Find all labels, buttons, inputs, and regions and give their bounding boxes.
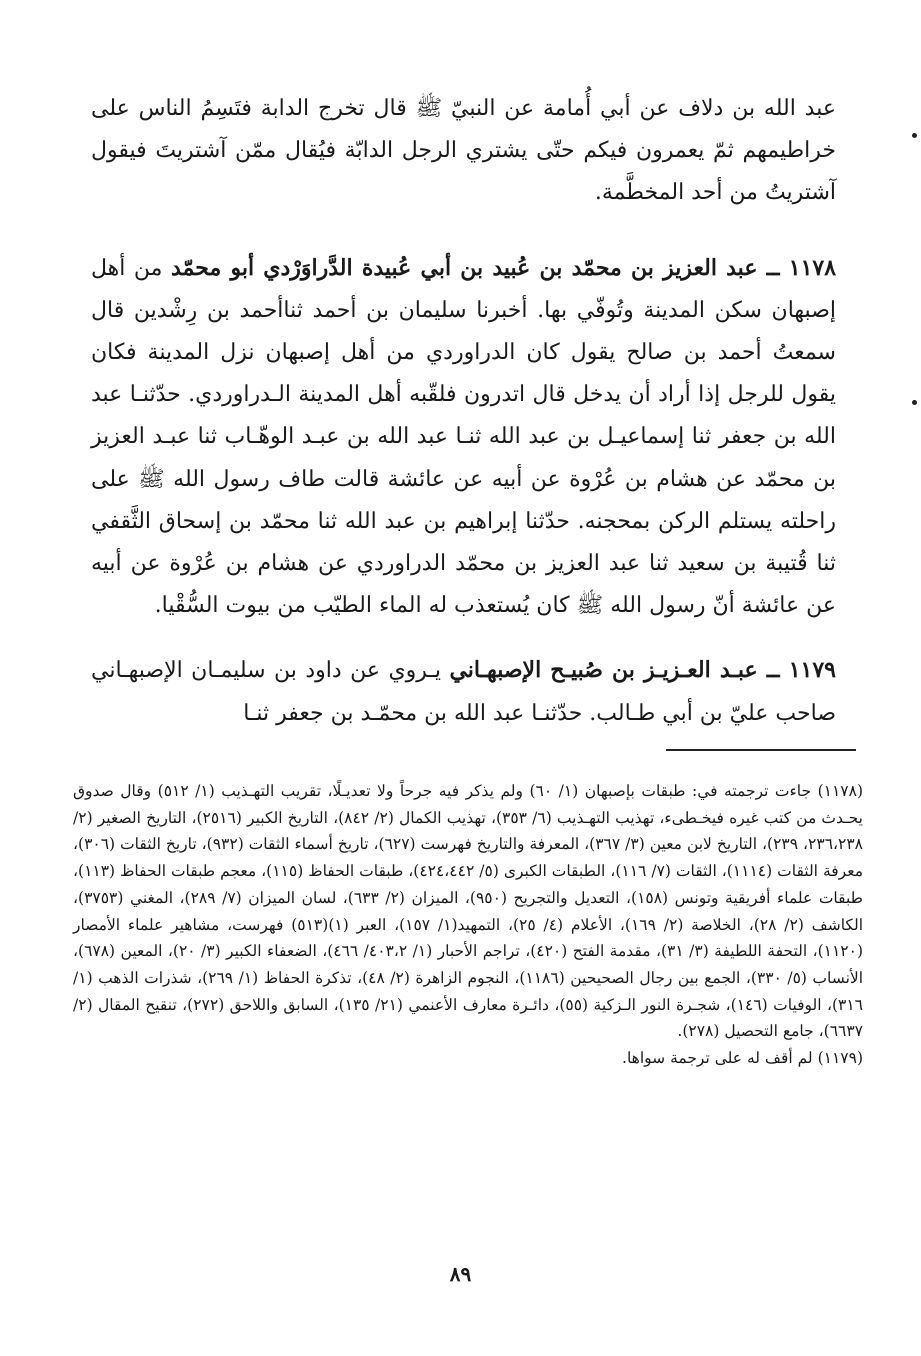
margin-dot (912, 400, 917, 405)
entry-1179 (91, 649, 836, 734)
entry-1178-heading: ١١٧٨ ــ عبد العزيز بن محمّد بن عُبيد بن أبي عُبيدة الدَّراوَرْدي أبو محمّد (171, 254, 837, 281)
page-number: ٨٩ (449, 1262, 472, 1286)
margin-dot (912, 133, 917, 138)
entry-1178-body: من أهل إصبهان سكن المدينة وتُوفّي بها. أخبرنا سليمان بن أحمد ثناأحمد بن رِشْدين قال سمعتُ أحمد بن صالح يقول كان الدراوردي من أهل إصبهان نزل المدينة فكان يقول للرجل إذا أراد أن يدخل قال اتدرون فلقّبه أهل المدينة الـدراوردي. حدّثنـا عبد الله بن جعفر ثنا إسماعيـل بن عبد الله ثنـا عبد الله بن عبـد الوهّـاب ثنا عبـد العزيز بن محمّد عن هشام بن عُرْوة عن أبيه عن عائشة قالت طاف رسول الله ﷺ على راحلته يستلم الركن بمحجنه. حدّثنا إبراهيم بن عبد الله ثنا محمّد بن إسحاق الثَّقفي ثنا قُتيبة بن سعيد ثنا عبد العزيز بن محمّد الدراوردي عن هشام بن عُرْوة عن أبيه عن عائشة أنّ رسول الله ﷺ كان يُستعذب له الماء الطيّب من بيوت السُّقْيا. (91, 255, 836, 619)
footnote-separator (666, 749, 856, 751)
footnote-1179: (١١٧٩) لم أقف له على ترجمة سواها. (622, 1049, 863, 1068)
intro-paragraph: عبد الله بن دلاف عن أبي أُمامة عن النبيّ ﷺ قال تخرج الدابة فتَسِمُ الناس على خراطيمهم ثمّ يعمرون فيكم حتّى يشتري الرجل الدابّة فيُقال ممّن آشتريتَ فيقول آشتريتُ من أحد المخطَّمة. (91, 96, 837, 206)
main-text (91, 88, 836, 735)
footnotes (73, 778, 863, 1072)
footnote-1178: (١١٧٨) جاءت ترجمته في: طبقات بإصبهان (١/ ٦٠) ولم يذكر فيه جرحاً ولا تعديـلًا، تقريب التهـذيب (١/ ٥١٢) وقال صدوق يحـدث من كتب غيره فيخـطىء، تهذيب التهـذيب (٦/ ٣٥٣)، تهذيب الكمال (٢/ ٨٤٢)، التاريخ الكبير (٢٥١٦)، التاريخ الصغير (٢/ ٢٣٦،٢٣٨، ٢٣٩)، التاريخ لابن معين (٣/ ٣٦٧)، المعرفة والتاريخ فهرست (٦٢٧)، تاريخ أسماء الثقات (٩٣٢)، تاريخ الثقات (٣٠٦)، معرفة الثقات (١١١٤)، الثقات (٧/ ١١٦)، الطبقات الكبرى (٥/ ٤٢٤،٤٤٢)، طبقات الحفاظ (١١٥)، معجم طبقات الحفاظ (١١٣)، طبقات علماء أفريقية وتونس (١٥٨)، التعديل والتجريح (٩٥٠)، الميزان (٢/ ٦٣٣)، لسان الميزان (٧/ ٢٨٩)، المغني (٣٧٥٣)، الكاشف (٢/ ٢٨)، الخلاصة (٢/ ١٦٩)، الأعلام (٤/ ٢٥)، التمهيد(١/ ١٥٧)، العبر (١)(٥١٣) فهرست، مشاهير علماء الأمصار (١١٢٠)، التحفة اللطيفة (٣/ ٣١)، مقدمة الفتح (٤٢٠)، تراجم الأحبار (١/ ٤٠٣،٢/ ٤٦٦)، الضعفاء الكبير (٣/ ٢٠)، المعين (٦٧٨)، الأنساب (٥/ ٣٣٠)، الجمع بين رجال الصحيحين (١١٨٦)، النجوم الزاهرة (٢/ ٤٨)، تذكرة الحفاظ (١/ ٢٦٩)، شذرات الذهب (١/ ٣١٦)، الوفيات (١٤٦)، شجـرة النور الـزكية (٥٥)، دائـرة معارف الأعنمي (٢١/ ١٣٥)، السابق واللاحق (٢٧٢)، تنقيح المقال (٢/ ٦٦٣٧)، جامع التحصيل (٢٧٨). (73, 782, 864, 1041)
entry-1179-body: يـروي عن داود بن سليمـان الإصبهـاني صاحب عليّ بن أبي طـالب. حدّثنـا عبد الله بن محمّـد بن جعفر ثنـا (91, 658, 836, 726)
entry-1178 (91, 247, 836, 628)
entry-1179-heading: ١١٧٩ ــ عبـد العـزيـز بن صُبيـح الإصبهـاني (449, 657, 836, 684)
